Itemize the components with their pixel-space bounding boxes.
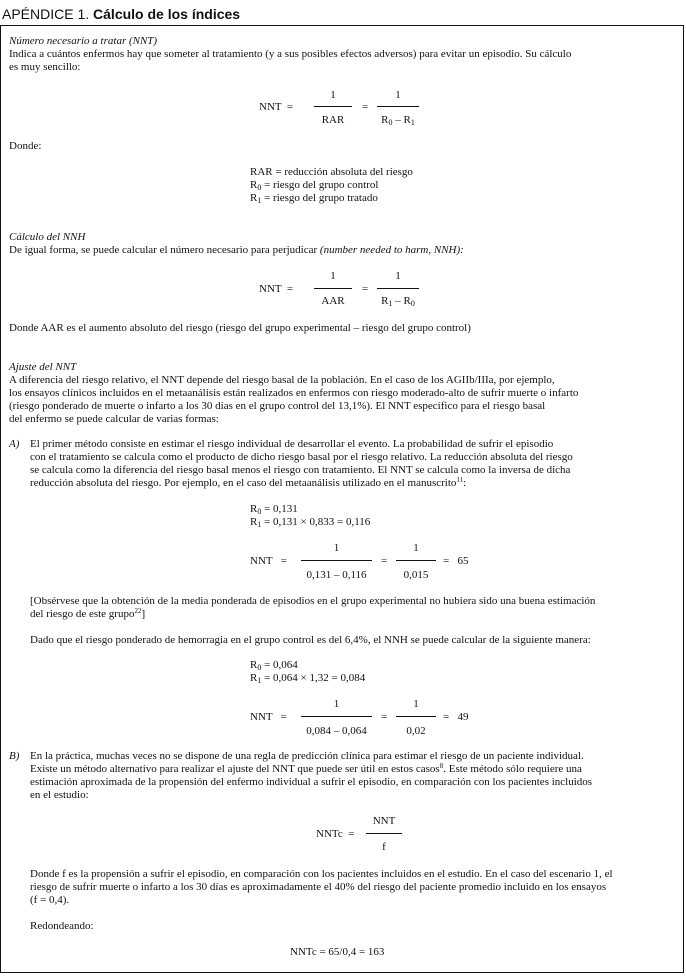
method-b-redondeando: Redondeando:	[30, 920, 94, 932]
method-a-eq2-result: = 49	[443, 711, 469, 723]
appendix-title	[2, 6, 240, 22]
method-a-eq2-equals: =	[381, 711, 388, 723]
method-b-eq-fraction-line	[366, 833, 402, 834]
method-a-r0: $R_0 = 0,131$	[250, 503, 298, 516]
nnh-heading: Cálculo del NNH	[9, 231, 86, 243]
method-a-eq2-lhs: NNT =	[250, 711, 287, 723]
method-a-eq2-den-1: 0,084 – 0,064	[306, 725, 367, 737]
ajuste-line-4: del enfermo se puede calcular de varias formas:	[9, 413, 219, 425]
method-b-donde-line-3: (f = 0,4).	[30, 894, 70, 906]
ajuste-line-3: (riesgo ponderado de muerte o infarto a los 30 días en el grupo control del 13,1%). El NNT específico para el riesgo basal	[9, 400, 546, 412]
def-rar: RAR = reducción absoluta del riesgo	[250, 166, 413, 178]
nnt-donde: Donde:	[9, 140, 42, 152]
nnh-intro: De igual forma, se puede calcular el número necesario para perjudicar (number needed to harm, NNH):	[9, 244, 464, 256]
method-a-eq-num-1: 1	[333, 542, 340, 554]
ajuste-line-1: A diferencia del riesgo relativo, el NNT depende del riesgo basal de la población. En el caso de los AGIIb/IIIa, por ejemplo,	[9, 374, 555, 386]
nnh-eq-num-2: 1	[395, 270, 401, 282]
method-b-line-4: en el estudio:	[30, 789, 89, 801]
nnt-eq-lhs: NNT =	[259, 101, 294, 113]
nnt-intro-line-1: Indica a cuántos enfermos hay que someter al tratamiento (y a sus posibles efectos adversos) para evitar un episodio. Su cálculo	[9, 48, 572, 60]
method-b-line-3: estimación aproximada de la propensión del enfermo individual a sufrir el episodio, en comparación con los pacientes incluidos	[30, 776, 593, 788]
method-a-obs-line-1: [Obsérvese que la obtención de la media ponderada de episodios en el grupo experimental no hubiera sido una buena estimación	[30, 595, 596, 607]
method-a-h-r0: $R_0 = 0,064$	[250, 659, 298, 672]
ajuste-heading: Ajuste del NNT	[9, 361, 77, 373]
def-r1: $R_1$ = riesgo del grupo tratado	[250, 192, 378, 205]
method-a-line-2: con el tratamiento se calcula como el producto de dicho riesgo basal por el riesgo relativo. La reducción absoluta del riesgo	[30, 451, 573, 463]
nnh-eq-fraction-line-1	[314, 288, 352, 289]
nnt-eq-equals: =	[362, 101, 369, 113]
method-b-line-2: Existe un método alternativo para realizar el ajuste del NNT que puede ser útil en estos casos$^8$. Este método sólo requiere una	[30, 762, 582, 775]
method-b-label: B)	[9, 750, 20, 762]
nnh-eq-den-2: $R_1 - R_0$	[381, 295, 415, 308]
method-a-dado: Dado que el riesgo ponderado de hemorragia en el grupo control es del 6,4%, el NNH se puede calcular de la siguiente manera:	[30, 634, 591, 646]
def-r0: $R_0$ = riesgo del grupo control	[250, 179, 379, 192]
nnh-eq-fraction-line-2	[377, 288, 419, 289]
method-a-eq2-num-2: 1	[413, 698, 419, 710]
method-a-eq2-den-2: 0,02	[406, 725, 426, 737]
method-a-eq-result: = 65	[443, 555, 469, 567]
nnt-eq-den-2: $R_0 - R_1$	[381, 114, 415, 127]
nnh-eq-num-1: 1	[330, 270, 336, 282]
nnt-eq-fraction-line-1	[314, 106, 352, 107]
method-a-eq-lhs: NNT =	[250, 555, 287, 567]
nnt-heading: Número necesario a tratar (NNT)	[9, 35, 158, 47]
method-a-eq-fraction-line-2	[396, 560, 436, 561]
method-a-line-4: reducción absoluta del riesgo. Por ejemplo, en el caso del metaanálisis utilizado en el manuscrito$^{11}$:	[30, 476, 467, 489]
nnt-eq-den-1: RAR	[321, 114, 345, 126]
method-b-eq-num: NNT	[372, 815, 396, 827]
appendix-prefix: APÉNDICE 1.	[2, 6, 90, 22]
nnh-eq-lhs: NNT =	[259, 283, 294, 295]
nnt-eq-num-1: 1	[330, 89, 336, 101]
method-b-donde-line-1: Donde f es la propensión a sufrir el episodio, en comparación con los pacientes incluidos en el estudio. En el caso del escenario 1, el	[30, 868, 613, 880]
method-a-eq-equals: =	[381, 555, 388, 567]
nnh-eq-equals: =	[362, 283, 369, 295]
method-a-eq-num-2: 1	[413, 542, 419, 554]
method-a-h-r1: $R_1 = 0,064 \times 1,32 = 0,084$	[250, 672, 366, 685]
method-a-eq-den-2: 0,015	[403, 569, 429, 581]
method-a-r1: $R_1 = 0,131 \times 0,833 = 0,116$	[250, 516, 371, 529]
method-a-eq2-fraction-line-1	[301, 716, 372, 717]
method-b-eq-den: f	[382, 841, 386, 853]
method-a-eq-fraction-line-1	[301, 560, 372, 561]
ajuste-line-2: los ensayos clínicos incluidos en el metaanálisis están realizados en enfermos con riesgo moderado-alto de sufrir muerte o infarto	[9, 387, 579, 399]
method-a-eq2-fraction-line-2	[396, 716, 436, 717]
nnt-eq-num-2: 1	[395, 89, 401, 101]
method-b-final-result: NNTc = 65/0,4 = 163	[290, 946, 385, 958]
method-a-eq-den-1: 0,131 – 0,116	[306, 569, 367, 581]
nnt-eq-fraction-line-2	[377, 106, 419, 107]
method-a-obs-line-2: del riesgo de este grupo$^{22}$]	[30, 607, 146, 620]
method-a-eq2-num-1: 1	[333, 698, 340, 710]
nnt-intro-line-2: es muy sencillo:	[9, 61, 81, 73]
method-a-line-1: El primer método consiste en estimar el riesgo individual de desarrollar el evento. La probabilidad de sufrir el episodio	[30, 438, 554, 450]
method-a-label: A)	[9, 438, 20, 450]
method-b-eq-lhs: NNTc =	[316, 828, 355, 840]
method-a-line-3: se calcula como la diferencia del riesgo basal menos el riesgo con tratamiento. El NNT se calcula como la inversa de dicha	[30, 464, 571, 476]
appendix-main-title: Cálculo de los índices	[93, 6, 241, 22]
nnh-eq-den-1: AAR	[321, 295, 345, 307]
nnh-note: Donde AAR es el aumento absoluto del riesgo (riesgo del grupo experimental – riesgo del grupo control)	[9, 322, 471, 334]
method-b-donde-line-2: riesgo de sufrir muerte o infarto a los 30 días es aproximadamente el 40% del riesgo del paciente promedio incluido en los ensayos	[30, 881, 607, 893]
method-b-line-1: En la práctica, muchas veces no se dispone de una regla de predicción clínica para estimar el riesgo de un paciente individual.	[30, 750, 584, 762]
